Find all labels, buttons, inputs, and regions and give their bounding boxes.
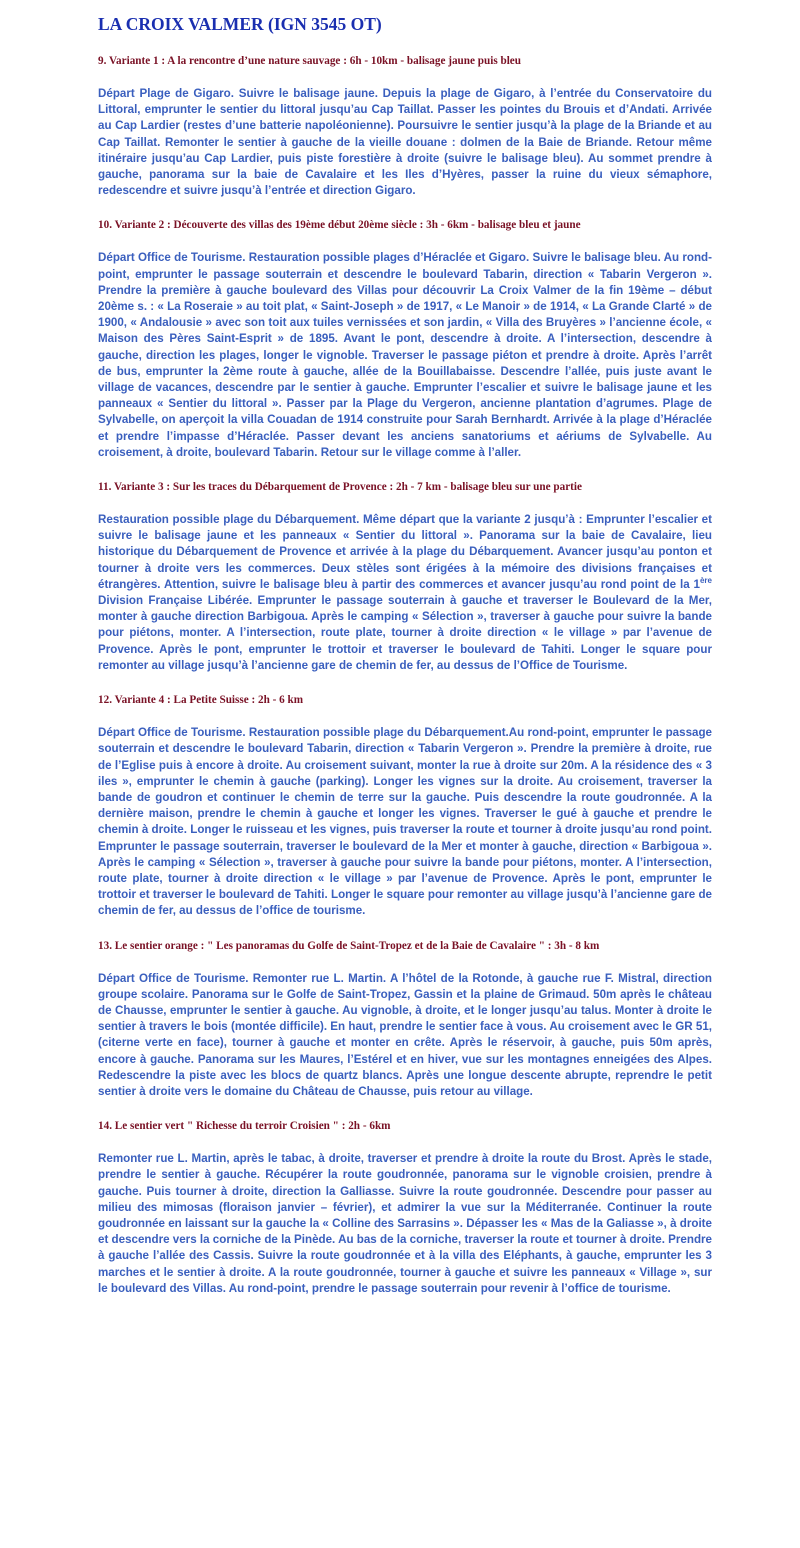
ordinal-superscript: ère <box>699 576 712 586</box>
route-description-part-2: Division Française Libérée. Emprunter le passage souterrain à gauche et traverser le Boulevard de la Mer, monter à gauche direction Barbigoua. Après le camping « Sélection », traverser à gauche pour suivre la bande pour piétons, monter. A l’intersection, route plate, tourner à droite direction « le village » par l’avenue de Provence. Après le pont, emprunter le trottoir et traverser le boulevard de Tahiti. Longer le square pour remonter au village jusqu’à l’ancienne gare de chemin de fer, au dessus de l’Office de Tourisme. <box>98 594 712 672</box>
route-9 <box>98 55 712 199</box>
route-heading: 10. Variante 2 : Découverte des villas des 19ème début 20ème siècle : 3h - 6km - balisage bleu et jaune <box>98 219 581 232</box>
route-heading: 9. Variante 1 : A la rencontre d’une nature sauvage : 6h - 10km - balisage jaune puis bleu <box>98 55 521 67</box>
route-description: Départ Office de Tourisme. Restauration possible plage du Débarquement.Au rond-point, emprunter le passage souterrain et descendre le boulevard Tabarin, direction « Tabarin Vergeron ». Prendre la première à droite, rue de l’Eglise puis à encore à droite. Au croisement suivant, monter la rue à droite sur 20m. A la résidence des « 3 iles », emprunter le chemin à gauche (parking). Longer les vignes sur la droite. Au croisement, traverser la bande de goudron et continuer le chemin de terre sur la gauche. Puis descendre la route goudronnée. A la dernière maison, prendre le chemin à gauche et longer les vignes. Traverser le gué à gauche et prendre le chemin à droite. Longer le ruisseau et les vignes, puis traverser la route et tourner à droite jusqu’au rond point. Emprunter le passage souterrain, traverser le boulevard de la Mer et monter à gauche, direction « Barbigoua ». Après le camping « Sélection », traverser à gauche pour suivre la bande pour piétons, monter. A l’intersection, route plate, tourner à droite direction « le village » par l’avenue de Provence. Après le pont, emprunter le trottoir et traverser le boulevard de Tahiti. Longer le square pour remonter au village jusqu’à l’ancienne gare de chemin de fer, au dessus de l’office de tourisme. <box>98 726 712 918</box>
route-14 <box>98 1120 712 1297</box>
route-heading: 12. Variante 4 : La Petite Suisse : 2h - 6 km <box>98 694 304 707</box>
route-description <box>98 512 712 674</box>
route-heading: 14. Le sentier vert " Richesse du terroir Croisien " : 2h - 6km <box>98 1120 391 1133</box>
route-heading: 11. Variante 3 : Sur les traces du Débarquement de Provence : 2h - 7 km - balisage bleu sur une partie <box>98 481 582 494</box>
route-description: Remonter rue L. Martin, après le tabac, à droite, traverser et prendre à droite la route du Brost. Après le stade, prendre le sentier à gauche. Récupérer la route goudronnée, panorama sur le vignoble croisien, prendre à gauche. Puis tourner à droite, direction la Galliasse. Suivre la route goudronnée. Descendre pour passer au milieu des mimosas (floraison janvier – février), et admirer la vue sur la Méditerranée. Continuer la route goudronnée en laissant sur la gauche la « Colline des Sarrasins ». Dépasser les « Mas de la Galiasse », à droite et descendre vers la corniche de la Pinède. Au bas de la corniche, traverser la route et tourner à droite. Prendre à gauche l’allée des Cassis. Suivre la route goudronnée et à la villa des Eléphants, à gauche, emprunter les 3 marches et le sentier à droite. A la route goudronnée, tourner à gauche et suivre les panneaux « Village », sur le boulevard des Villas. Au rond-point, prendre le passage souterrain pour revenir à l’office de tourisme. <box>98 1152 712 1295</box>
route-description: Départ Office de Tourisme. Restauration possible plages d’Héraclée et Gigaro. Suivre le balisage bleu. Au rond-point, emprunter le passage souterrain et descendre le boulevard Tabarin, direction « Tabarin Vergeron ». Prendre la première à gauche boulevard des Villas pour découvrir La Croix Valmer de la fin 19ème – début 20ème s. : « La Roseraie » au toit plat, « Saint-Joseph » de 1917, « Le Manoir » de 1914, « La Grande Clarté » de 1900, « Andalousie » avec son toit aux tuiles vernissées et son jardin, « Villa des Bruyères » l’ancienne école, « Maison des Pères Saint-Esprit » de 1895. Avant le pont, descendre à droite. A l’intersection, descendre à gauche, direction les plages, longer le vignoble. Traverser le passage piéton et prendre à droite. Après l’arrêt de bus, emprunter la 2ème route à gauche, allée de la Bouillabaisse. Descendre l’allée, puis juste avant le village de vacances, descendre par le sentier à gauche. Emprunter l’escalier et suivre le balisage jaune et les panneaux « Sentier du littoral ». Passer par la Plage du Vergeron, ancienne plantation d’agrumes. Plage de Sylvabelle, on aperçoit la villa Couadan de 1914 construite pour Sarah Bernhardt. Arrivée à la plage d’Héraclée et prendre l’impasse d’Héraclée. Passer devant les anciens sanatoriums et aériums de Sylvabelle. Au croisement, à droite, boulevard Tabarin. Retour sur le village comme à l’aller. <box>98 251 712 459</box>
route-description: Départ Office de Tourisme. Remonter rue L. Martin. A l’hôtel de la Rotonde, à gauche rue F. Mistral, direction groupe scolaire. Panorama sur le Golfe de Saint-Tropez, Gassin et la plaine de Grimaud. 50m après le château de Chausse, emprunter le sentier à gauche. Au vignoble, à droite, et le longer jusqu’au talus. Monter à droite le sentier à travers le bois (montée difficile). En haut, prendre le sentier face à vous. Au croisement avec le GR 51, (citerne verte en face), tourner à gauche et monter en crête. Après le réservoir, à gauche, puis 50m après, encore à gauche. Panorama sur les Maures, l’Estérel et en hiver, vue sur les montagnes enneigées des Alpes. Redescendre la piste avec les blocs de quartz blancs. Après une longue descente abrupte, reprendre le petit sentier à droite vers le domaine du Château de Chausse, puis retour au village. <box>98 971 712 1098</box>
route-13 <box>98 940 712 1101</box>
route-10 <box>98 219 712 461</box>
route-description: Départ Plage de Gigaro. Suivre le balisage jaune. Depuis la plage de Gigaro, à l’entrée du Conservatoire du Littoral, emprunter le sentier du littoral jusqu’au Cap Taillat. Passer les pointes du Brouis et d’Andati. Arrivée au Cap Lardier (restes d’une batterie napoléonienne). Poursuivre le sentier jusqu’à la plage de la Briande et au Cap Taillat. Remonter le sentier à gauche de la vieille douane : dolmen de la Baie de Briande. Retour même itinéraire jusqu’au Cap Lardier, puis piste forestière à droite (suivre le balisage bleu). Au sommet prendre à gauche, panorama sur la baie de Cavalaire et les Iles d’Hyères, passer la ruine du vieux sémaphore, redescendre et suivre jusqu’à l’entrée et direction Gigaro. <box>98 87 712 198</box>
route-description-part-1: Restauration possible plage du Débarquement. Même départ que la variante 2 jusqu’à : Emprunter l’escalier et suivre le balisage jaune et les panneaux « Sentier du littoral ». Panorama sur la baie de Cavalaire, lieu historique du Débarquement de Provence et arrivée à la plage du Débarquement. Avancer jusqu’au ponton et tourner à droite vers les commerces. Deux stèles sont érigées à la mémoire des divisions françaises et étrangères. Attention, suivre le balisage bleu à partir des commerces et avancer jusqu’au rond point de la 1 <box>98 513 712 591</box>
route-heading: 13. Le sentier orange : " Les panoramas du Golfe de Saint-Tropez et de la Baie de Cavalaire " : 3h - 8 km <box>98 939 600 952</box>
route-12 <box>98 694 712 919</box>
document-page <box>98 14 712 1317</box>
route-11 <box>98 481 712 674</box>
page-title: LA CROIX VALMER (IGN 3545 OT) <box>98 14 382 34</box>
